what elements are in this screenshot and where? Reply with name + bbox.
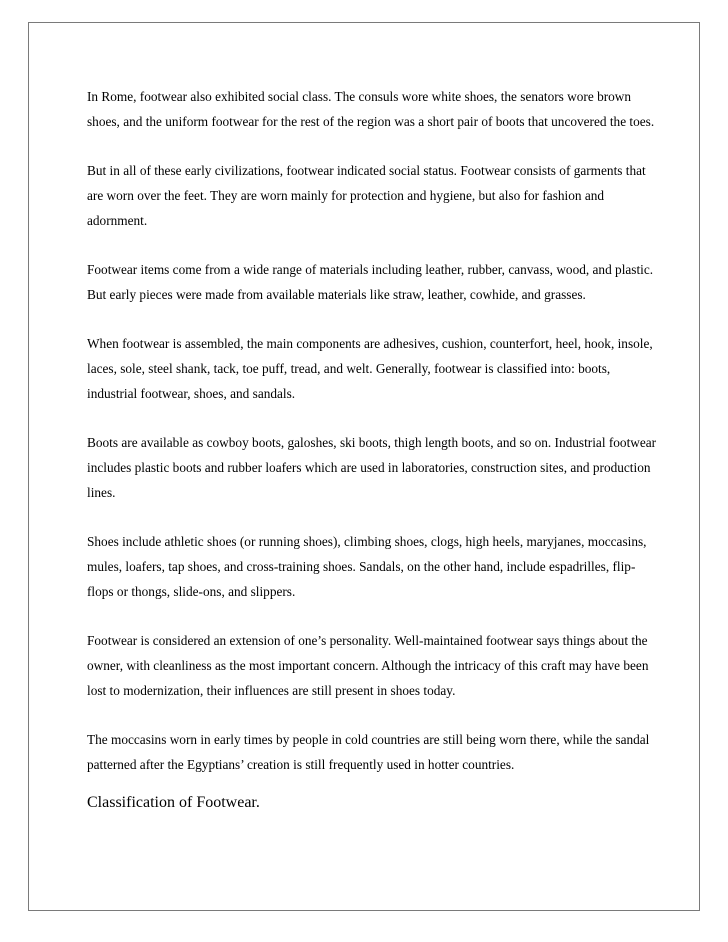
page-content <box>87 85 659 814</box>
paragraph-8: The moccasins worn in early times by people in cold countries are still being worn there, while the sandal patterned after the Egyptians’ creation is still frequently used in hotter countries. <box>87 732 650 773</box>
document-page <box>28 22 700 911</box>
paragraph-2: But in all of these early civilizations, footwear indicated social status. Footwear consists of garments that are worn over the feet. They are worn mainly for protection and hygiene, but also for fashion and adornment. <box>87 163 646 228</box>
paragraph-4: When footwear is assembled, the main components are adhesives, cushion, counterfort, heel, hook, insole, laces, sole, steel shank, tack, toe puff, tread, and welt. Generally, footwear is classified into: boots, industrial footwear, shoes, and sandals. <box>87 336 653 401</box>
paragraph-6: Shoes include athletic shoes (or running shoes), climbing shoes, clogs, high heels, maryjanes, moccasins, mules, loafers, tap shoes, and cross-training shoes. Sandals, on the other hand, include espadrilles, flip-flops or thongs, slide-ons, and slippers. <box>87 534 647 599</box>
paragraph-1: In Rome, footwear also exhibited social class. The consuls wore white shoes, the senators wore brown shoes, and the uniform footwear for the rest of the region was a short pair of boots that uncovered the toes. <box>87 89 655 129</box>
paragraph-5: Boots are available as cowboy boots, galoshes, ski boots, thigh length boots, and so on. Industrial footwear includes plastic boots and rubber loafers which are used in laboratories, construction sites, and production lines. <box>87 435 657 500</box>
section-heading: Classification of Footwear. <box>87 794 260 812</box>
paragraph-3: Footwear items come from a wide range of materials including leather, rubber, canvass, wood, and plastic. But early pieces were made from available materials like straw, leather, cowhide, and grasses. <box>87 262 654 302</box>
paragraph-7: Footwear is considered an extension of one’s personality. Well-maintained footwear says things about the owner, with cleanliness as the most important concern. Although the intricacy of this craft may have been lost to modernization, their influences are still present in shoes today. <box>87 633 649 698</box>
